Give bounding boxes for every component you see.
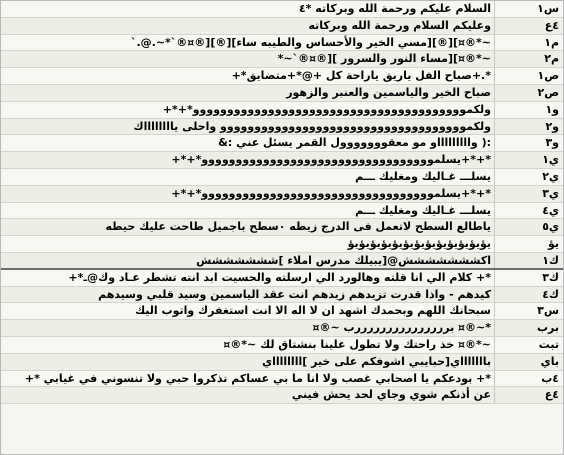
shortcut-code: س١ xyxy=(537,2,559,15)
table-row[interactable] xyxy=(1,387,563,404)
shortcut-code: و١ xyxy=(545,102,559,116)
table-row[interactable] xyxy=(1,371,563,388)
table-row[interactable] xyxy=(1,320,563,337)
column-divider xyxy=(494,303,495,319)
shortcut-message: السلام عليكم ورحمة الله وبركاته *٤ xyxy=(299,2,491,15)
table-row[interactable] xyxy=(1,203,563,220)
table-row[interactable] xyxy=(1,35,563,52)
shortcut-code: ص٢ xyxy=(537,85,559,99)
column-divider xyxy=(494,68,495,84)
column-divider xyxy=(494,337,495,353)
column-divider xyxy=(494,152,495,168)
column-divider xyxy=(494,35,495,51)
shortcut-message: *~®¤ برررررررررررررررب ~®¤ xyxy=(312,321,491,335)
shortcut-message: *.+صباح الفل ياريق ياراحة كل +@*+متضايق*+ xyxy=(231,69,491,83)
column-divider xyxy=(494,253,495,268)
table-row[interactable] xyxy=(1,287,563,304)
shortcut-message: *+ بودعكم يا اصحابي غصب ولا انا ما بي عساكم تذكروا حبي ولا تنسوني في غيابي *+ xyxy=(24,371,491,385)
shortcut-message: يسلـــ غـاليك ومغليك ـــم xyxy=(355,169,491,183)
shortcut-code: م١ xyxy=(544,35,559,49)
shortcut-message: يسلـــ غـاليك ومغليك ـــم xyxy=(355,203,491,217)
column-divider xyxy=(494,354,495,370)
shortcut-message: عن أذنكم شوي وجاي لحد يحش فيني xyxy=(291,388,491,402)
shortcut-code: ك٣ xyxy=(542,270,559,284)
column-divider xyxy=(494,169,495,185)
column-divider xyxy=(494,18,495,34)
table-row[interactable] xyxy=(1,68,563,85)
shortcut-code: م٢ xyxy=(544,52,559,66)
shortcut-code: ك٤ xyxy=(542,287,559,301)
shortcut-code: ي٥ xyxy=(542,220,559,234)
shortcut-code: ٤ع xyxy=(544,388,559,402)
column-divider xyxy=(494,236,495,252)
table-row[interactable] xyxy=(1,253,563,270)
shortcut-message: :( واااااااااو مو معقووووووول القمر يسئل عني :& xyxy=(218,136,491,150)
shortcut-message: *+*+يسلموووووووووووووووووووووووووووووووووو*+*+ xyxy=(171,153,491,167)
column-divider xyxy=(494,287,495,303)
column-divider xyxy=(494,320,495,336)
shortcut-code: ي٢ xyxy=(542,169,559,183)
shortcut-message: ~*®¤ خذ راحتك ولا تطول علينا بنشتاق لك ~*®¤ xyxy=(223,337,491,351)
column-divider xyxy=(494,371,495,387)
shortcut-message: سبحانك اللهم وبحمدك اشهد ان لا اله الا انت استغفرك واتوب اليك xyxy=(135,304,491,318)
shortcut-message: باااااااي[حبايبي اشوفكم على خير ]ااااااااي xyxy=(262,354,491,368)
column-divider xyxy=(494,387,495,403)
column-divider xyxy=(494,135,495,151)
table-row[interactable] xyxy=(1,85,563,102)
shortcut-message: صباح الخير والياسمين والعنبر والزهور xyxy=(286,85,491,99)
table-row[interactable] xyxy=(1,152,563,169)
shortcut-message: كيدهم - واذا قدرت تزيدهم زيدهم انت عقد الياسمين وسيد قلبي وسيدهم xyxy=(98,287,491,301)
shortcut-code: ي١ xyxy=(542,153,559,167)
table-row[interactable] xyxy=(1,270,563,287)
shortcut-code: ص١ xyxy=(537,69,559,83)
table-row[interactable] xyxy=(1,51,563,68)
shortcut-code: ٤ع xyxy=(544,18,559,32)
table-row[interactable] xyxy=(1,186,563,203)
column-divider xyxy=(494,85,495,101)
table-row[interactable] xyxy=(1,169,563,186)
table-row[interactable] xyxy=(1,119,563,136)
shortcut-message: يؤيؤيؤيؤيؤيؤيؤيؤيؤيؤيؤيؤيؤ xyxy=(347,237,491,251)
shortcut-code: و٢ xyxy=(545,119,559,133)
shortcut-code: ك١ xyxy=(542,253,559,267)
shortcut-code: ٤ب xyxy=(541,371,559,385)
shortcut-message: ياطالع السطح لاتعمل فى الدرج زيطه ٠سطح باجميل طاحت عليك حيطه xyxy=(105,220,491,234)
table-row[interactable] xyxy=(1,102,563,119)
column-divider xyxy=(494,119,495,135)
column-divider xyxy=(494,270,495,286)
shortcut-message: اكششششششش@[يبيلك مدرس املاء ]ششششششش xyxy=(196,253,491,267)
shortcut-message: *+*+يسلموووووووووووووووووووووووووووووووووو*+*+ xyxy=(171,186,491,200)
column-divider xyxy=(494,1,495,17)
column-divider xyxy=(494,219,495,235)
shortcut-message: وعليكم السلام ورحمة الله وبركاته xyxy=(308,18,491,32)
table-row[interactable] xyxy=(1,1,563,18)
table-row[interactable] xyxy=(1,354,563,371)
shortcut-code: ي٣ xyxy=(542,186,559,200)
table-row[interactable] xyxy=(1,236,563,253)
shortcut-code: ي٤ xyxy=(542,203,559,217)
table-row[interactable] xyxy=(1,303,563,320)
shortcut-message: ~*®¤][مساء النور والسرور ][®¤®`~* xyxy=(277,52,491,66)
shortcut-message: ولكموووووووووووووووووووووووووووووووووووو واحلى يااااااااك xyxy=(133,119,491,133)
table-row[interactable] xyxy=(1,135,563,152)
shortcut-message: ~*®¤][®][مسي الخير والأحساس والطيبه ساء][®][®¤®`*~.@.` xyxy=(130,35,491,49)
table-row[interactable] xyxy=(1,219,563,236)
column-divider xyxy=(494,186,495,202)
shortcut-message: *+ كلام الي انا قلته وهالورد الي ارسلته والحسيت ابد انته تشطر عـاد وك@ـ*+ xyxy=(68,270,491,284)
column-divider xyxy=(494,203,495,219)
column-divider xyxy=(494,51,495,67)
shortcut-message: ولكموووووووووووووووووووووووووووووووووووووووو*+*+ xyxy=(162,102,491,116)
column-divider xyxy=(494,102,495,118)
shortcut-code: يؤ xyxy=(547,237,559,251)
shortcut-code: تبت xyxy=(538,337,559,351)
table-row[interactable] xyxy=(1,18,563,35)
table-row[interactable] xyxy=(1,337,563,354)
shortcut-code: باي xyxy=(540,354,559,368)
shortcut-code: و٣ xyxy=(545,136,559,150)
shortcut-code: برب xyxy=(536,321,559,335)
shortcut-code: س٣ xyxy=(537,304,559,318)
